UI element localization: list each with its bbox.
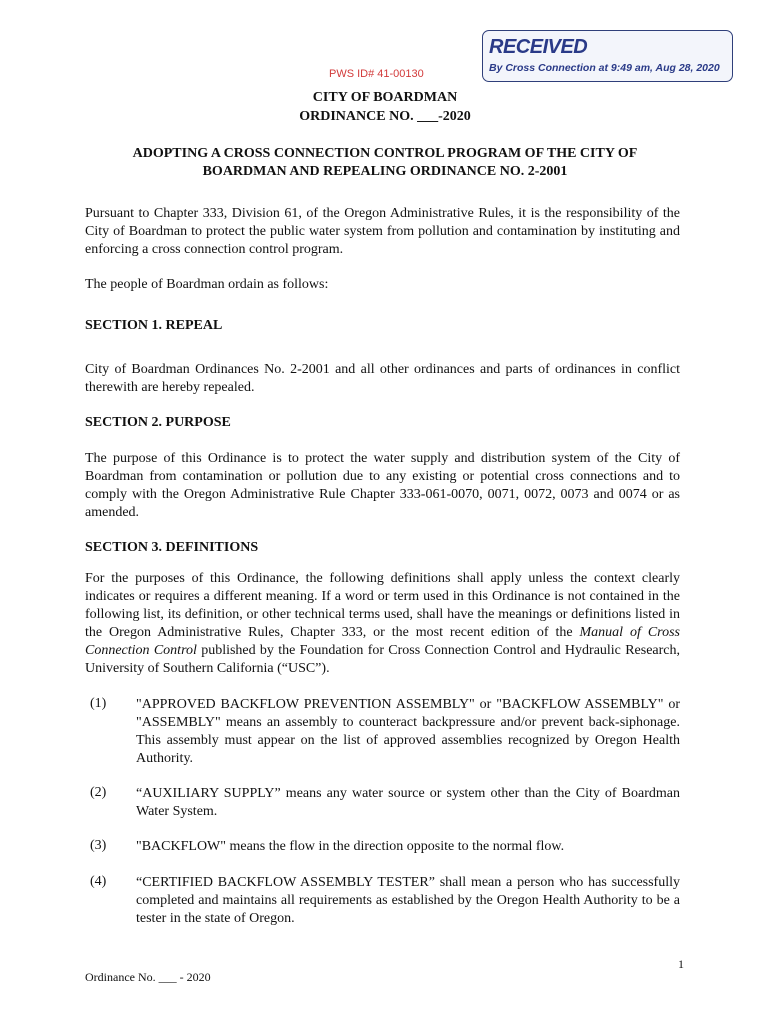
ordain-statement: The people of Boardman ordain as follows: [85,277,329,292]
section-3-text-before: For the purposes of this Ordinance, the following definitions shall apply unless the context clearly indicates or requires a different meaning. If a word or term used in this Ordinance is not contained in the following list, its definition, or other technical terms used, shall have the meanings or definitions listed in the Oregon Administrative Rules, Chapter 333, or the most recent edition of the [85,571,680,640]
definition-text: “CERTIFIED BACKFLOW ASSEMBLY TESTER” shall mean a person who has successfully completed and maintains all requirements as established by the Oregon Health Authority to be a tester in the state of Oregon. [136,875,680,926]
pws-id: PWS ID# 41-00130 [329,68,424,80]
intro-paragraph: Pursuant to Chapter 333, Division 61, of the Oregon Administrative Rules, it is the responsibility of the City of Boardman to protect the public water system from pollution and contamination by instituting and enforcing a cross connection control program. [85,206,680,257]
received-stamp [482,30,733,82]
ordinance-title-line-2: BOARDMAN AND REPEALING ORDINANCE NO. 2-2001 [202,164,568,179]
section-3-text-after: published by the Foundation for Cross Connection Control and Hydraulic Research, University of Southern California (“USC”). [85,643,680,676]
definition-number: (2) [90,785,107,800]
section-2-heading: SECTION 2. PURPOSE [85,415,231,430]
definition-text: “AUXILIARY SUPPLY” means any water source or system other than the City of Boardman Water System. [136,786,680,819]
section-2-text: The purpose of this Ordinance is to protect the water supply and distribution system of the City of Boardman from contamination or pollution due to any existing or potential cross connections and to comply with the Oregon Administrative Rule Chapter 333-061-0070, 0071, 0072, 0073 and 0074 or as amended. [85,451,680,520]
section-1-text: City of Boardman Ordinances No. 2-2001 and all other ordinances and parts of ordinances in conflict therewith are hereby repealed. [85,362,680,395]
ordinance-title-line-1: ADOPTING A CROSS CONNECTION CONTROL PROGRAM OF THE CITY OF [132,146,638,161]
section-3-heading: SECTION 3. DEFINITIONS [85,540,259,555]
definition-number: (4) [90,874,107,889]
definition-text: "APPROVED BACKFLOW PREVENTION ASSEMBLY" or "BACKFLOW ASSEMBLY" or "ASSEMBLY" means an assembly to counteract backpressure and/or prevent back-siphonage. This assembly must appear on the list of approved assemblies recognized by Oregon Health Authority. [136,697,680,766]
city-heading: CITY OF BOARDMAN [312,90,458,105]
page-number: 1 [678,957,684,971]
stamp-title: RECEIVED [489,36,588,58]
definition-number: (1) [90,696,107,711]
ordinance-number: ORDINANCE NO. ___-2020 [299,109,471,124]
definition-text: "BACKFLOW" means the flow in the direction opposite to the normal flow. [136,839,565,854]
footer-ordinance-label: Ordinance No. ___ - 2020 [85,970,211,984]
manual-title: Manual of Cross Connection Control [85,625,680,658]
definition-number: (3) [90,838,107,853]
section-1-heading: SECTION 1. REPEAL [85,318,223,333]
stamp-detail: By Cross Connection at 9:49 am, Aug 28, 2020 [489,62,720,74]
section-3-text [85,570,680,678]
